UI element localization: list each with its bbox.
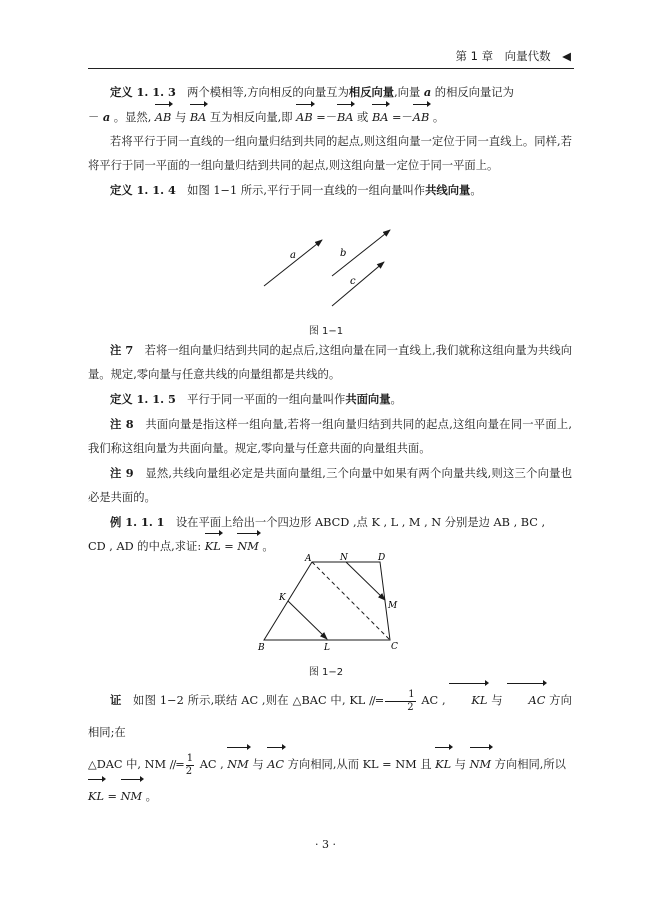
text: 或 bbox=[353, 111, 372, 124]
notes-block bbox=[88, 338, 572, 559]
text: 方向相同,从而 KL = NM 且 bbox=[284, 758, 436, 771]
vector-KL: KL bbox=[435, 749, 451, 781]
vector-KL: KL bbox=[205, 535, 221, 559]
vector-BA: BA bbox=[337, 106, 353, 130]
note-label: 注 7 bbox=[110, 343, 134, 357]
frac-num: 1 bbox=[186, 752, 194, 764]
vector-BA: BA bbox=[190, 106, 206, 130]
text: 互为相反向量,即 bbox=[206, 111, 297, 124]
vector-KL-arrow bbox=[288, 601, 327, 639]
point-A: A bbox=[305, 554, 312, 564]
def-label: 定义 1. 1. 5 bbox=[110, 392, 176, 406]
term: 共线向量 bbox=[425, 183, 471, 197]
vector-AC: AC bbox=[507, 685, 546, 717]
text: =－ bbox=[312, 111, 337, 124]
parallel-equal-symbol: //= bbox=[169, 758, 184, 771]
text: 方向相同,所以 bbox=[491, 758, 566, 771]
fraction-half bbox=[385, 689, 415, 714]
proof-label: 证 bbox=[110, 693, 122, 707]
note-8-text: 共面向量是指这样一组向量,若将一组向量归结到共同的起点,这组向量在同一平面上,我们称这组向量为共面向量。规定,零向量与任意共面的向量组共面。 bbox=[88, 418, 572, 455]
point-D: D bbox=[378, 553, 386, 563]
text: 。显然, bbox=[110, 111, 155, 124]
text: AC , bbox=[417, 694, 450, 707]
label-c: c bbox=[350, 276, 356, 287]
text: = bbox=[220, 540, 238, 553]
point-K: K bbox=[279, 593, 286, 603]
fraction-half bbox=[186, 753, 194, 778]
text: 的相反向量记为 bbox=[431, 86, 514, 99]
vector-BA: BA bbox=[372, 106, 388, 130]
vector-KL: KL bbox=[449, 685, 487, 717]
text: CD , AD 的中点,求证: bbox=[88, 540, 205, 553]
note-7-text: 若将一组向量归结到共同的起点后,这组向量在同一直线上,我们就称这组向量为共线向量。规定,零向量与任意共线的向量组都是共线的。 bbox=[88, 344, 573, 381]
figure-1-2-caption: 图 1−2 bbox=[308, 667, 344, 678]
text: 。 bbox=[258, 540, 274, 553]
vector-a: a bbox=[423, 85, 432, 99]
text: 与 bbox=[487, 694, 507, 707]
text: 。 bbox=[470, 184, 482, 197]
term: 共面向量 bbox=[345, 392, 391, 406]
header-rule bbox=[88, 68, 574, 69]
vector-NM-arrow bbox=[346, 562, 385, 600]
label-b: b bbox=[340, 248, 347, 259]
figure-1-1 bbox=[250, 218, 400, 318]
point-C: C bbox=[391, 642, 398, 652]
text: 。 bbox=[429, 111, 445, 124]
text: 。 bbox=[390, 393, 402, 406]
vector-AC: AC bbox=[267, 749, 284, 781]
vector-NM: NM bbox=[227, 749, 248, 781]
vector-AB: AB bbox=[296, 106, 312, 130]
vector-NM: NM bbox=[237, 535, 258, 559]
def-label: 定义 1. 1. 4 bbox=[110, 183, 176, 197]
definition-1-1-3 bbox=[88, 80, 572, 203]
point-M: M bbox=[388, 601, 398, 611]
figure-1-2 bbox=[250, 550, 410, 660]
text: 。 bbox=[142, 790, 157, 803]
example-label: 例 1. 1. 1 bbox=[110, 515, 165, 529]
page-number: · 3 · bbox=[315, 838, 336, 851]
note-9-text: 显然,共线向量组必定是共面向量组,三个向量中如果有两个向量共线,则这三个向量也必是共面的。 bbox=[88, 467, 572, 504]
text: 设在平面上给出一个四边形 ABCD ,点 K , L , M , N 分别是边 AB , BC , bbox=[164, 516, 546, 529]
collinear-paragraph: 若将平行于同一直线的一组向量归结到共同的起点,则这组向量一定位于同一直线上。同样,若将平行于同一平面的一组向量归结到共同的起点,则这组向量一定位于同一平面上。 bbox=[88, 135, 572, 172]
text: 如图 1−1 所示,平行于同一直线的一组向量叫作 bbox=[175, 184, 426, 197]
frac-num: 1 bbox=[385, 689, 415, 702]
point-N: N bbox=[340, 553, 348, 563]
vector-KL: KL bbox=[88, 781, 104, 813]
vector-NM: NM bbox=[470, 749, 491, 781]
term: 相反向量 bbox=[348, 85, 395, 99]
diagonal-AC bbox=[312, 562, 390, 640]
text: △DAC 中, NM bbox=[88, 758, 170, 771]
text: 平行于同一平面的一组向量叫作 bbox=[175, 393, 346, 406]
figure-1-1-caption: 图 1−1 bbox=[308, 326, 344, 337]
text: 方向相同;在 bbox=[88, 694, 572, 739]
text: 如图 1−2 所示,联结 AC ,则在 △BAC 中, KL bbox=[121, 694, 370, 707]
vector-AB: AB bbox=[413, 106, 429, 130]
vector-a-arrow bbox=[264, 240, 322, 286]
text: － bbox=[88, 111, 103, 124]
parallel-equal-symbol: //= bbox=[369, 694, 384, 707]
text: =－ bbox=[388, 111, 413, 124]
point-L: L bbox=[324, 643, 330, 653]
text: = bbox=[103, 790, 121, 803]
text: 与 bbox=[451, 758, 470, 771]
text: AC , bbox=[196, 758, 228, 771]
text: 与 bbox=[171, 111, 190, 124]
def-label: 定义 1. 1. 3 bbox=[110, 85, 176, 99]
text: ,向量 bbox=[394, 86, 424, 99]
note-label: 注 9 bbox=[110, 466, 134, 480]
page-header: 第 1 章 向量代数 ◀ bbox=[455, 49, 571, 63]
frac-den: 2 bbox=[407, 701, 414, 713]
vector-a: a bbox=[102, 110, 111, 124]
vector-AB: AB bbox=[155, 106, 171, 130]
text: 两个模相等,方向相反的向量互为 bbox=[175, 86, 349, 99]
vector-NM: NM bbox=[121, 781, 142, 813]
note-label: 注 8 bbox=[110, 417, 134, 431]
proof-block bbox=[88, 684, 572, 813]
vector-c-arrow bbox=[332, 262, 384, 306]
point-B: B bbox=[258, 643, 265, 653]
frac-den: 2 bbox=[185, 765, 193, 777]
text: 与 bbox=[248, 758, 268, 771]
label-a: a bbox=[290, 250, 296, 261]
